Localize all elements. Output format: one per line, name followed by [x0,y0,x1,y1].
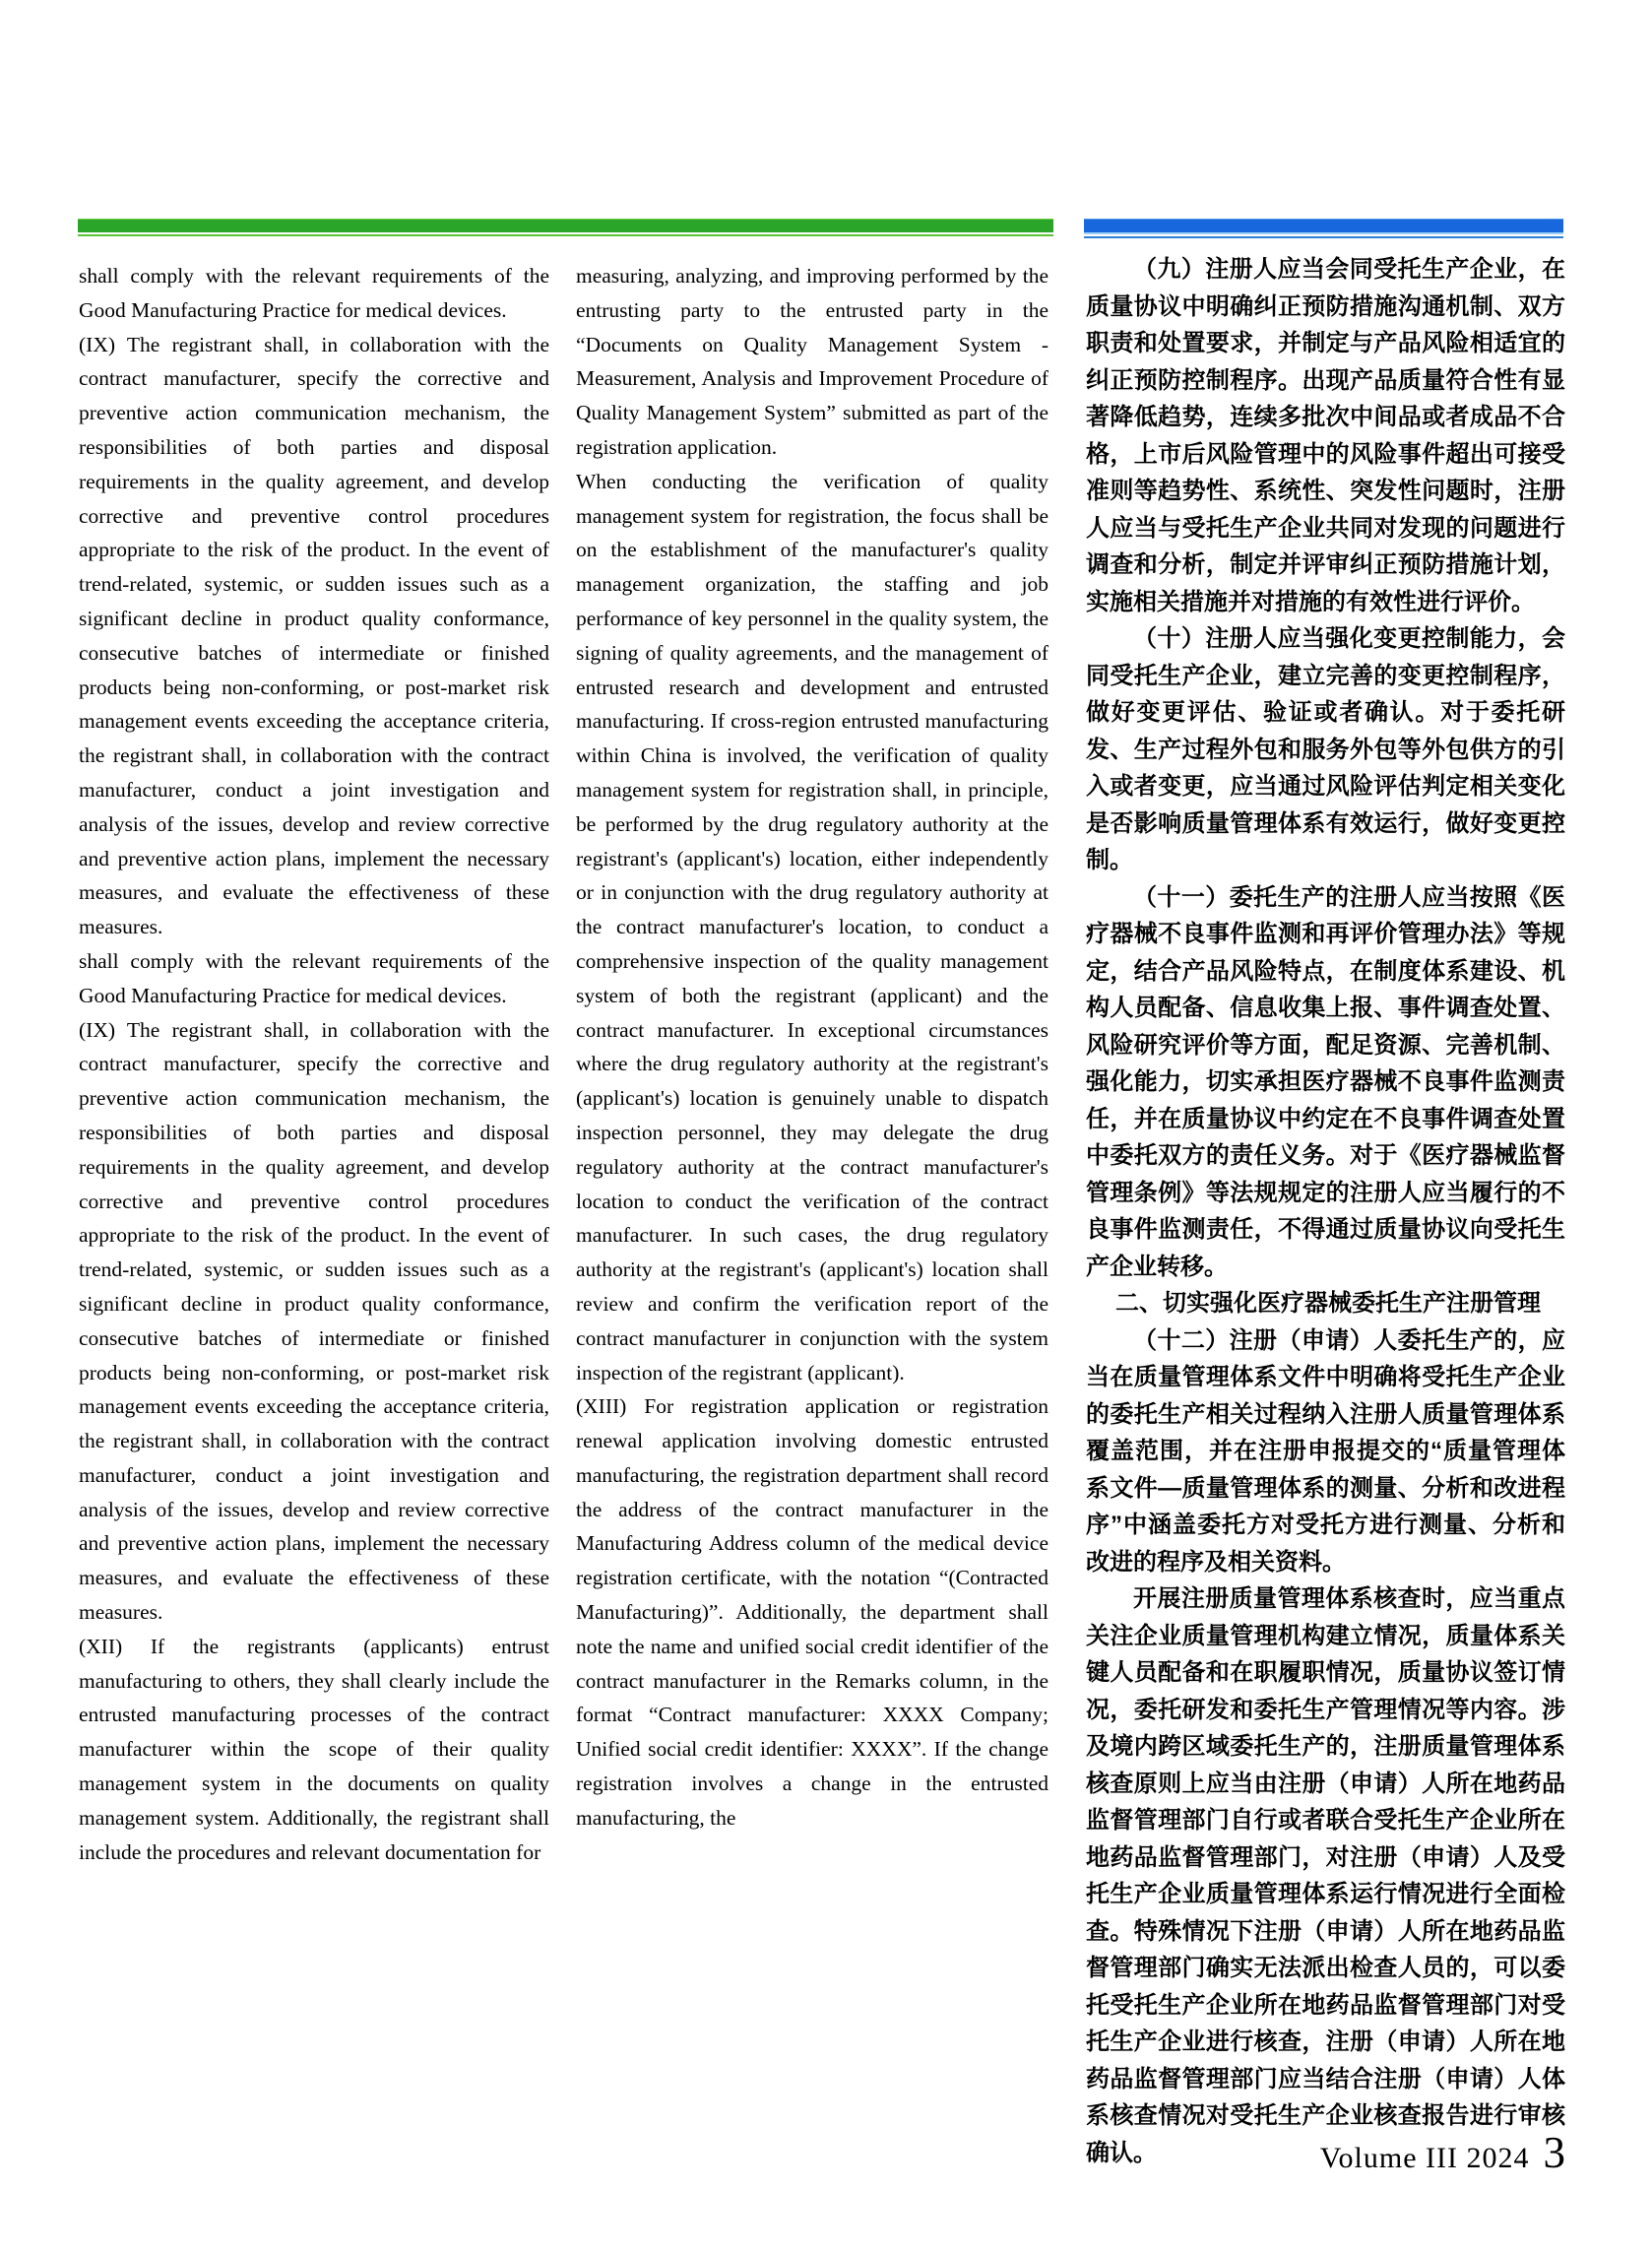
english-column-middle [576,259,1048,1835]
green-accent-bar-underline [78,234,1053,236]
paragraph-en: (IX) The registrant shall, in collaboration with the contract manufacturer, specify the corrective and preventive action communication mechanism, the responsibilities of both parties and disposal requirements in the quality agreement, and develop corrective and preventive control procedures appropriate to the risk of the product. In the event of trend-related, systemic, or sudden issues such as a significant decline in product quality conformance, consecutive batches of intermediate or finished products being non-conforming, or post-market risk management events exceeding the acceptance criteria, the registrant shall, in collaboration with the contract manufacturer, conduct a joint investigation and analysis of the issues, develop and review corrective and preventive action plans, implement the necessary measures, and evaluate the effectiveness of these measures. [79,1017,549,1625]
paragraph-en: When conducting the verification of quality management system for registration, the focus shall be on the establishment of the manufacturer's quality management organization, the staffing and job performance of key personnel in the quality system, the signing of quality agreements, and the management of entrusted research and development and entrusted manufacturing. If cross-region entrusted manufacturing within China is involved, the verification of quality management system for registration shall, in principle, be performed by the drug regulatory authority at the registrant's (applicant's) location, either independently or in conjunction with the drug regulatory authority at the contract manufacturer's location, to conduct a comprehensive inspection of the quality management system of both the registrant (applicant) and the contract manufacturer. In exceptional circumstances where the drug regulatory authority at the registrant's (applicant's) location is genuinely unable to dispatch inspection personnel, they may delegate the drug regulatory authority at the contract manufacturer's location to conduct the verification of the contract manufacturer. In such cases, the drug regulatory authority at the registrant's (applicant's) location shall review and confirm the verification report of the contract manufacturer in conjunction with the system inspection of the registrant (applicant). [576,469,1048,1385]
green-accent-bar-main [78,219,1053,232]
paragraph-zh: （十一）委托生产的注册人应当按照《医疗器械不良事件监测和再评价管理办法》等规定，结合产品风险特点，在制度体系建设、机构人员配备、信息收集上报、事件调查处置、风险研究评价等方面，配足资源、完善机制、强化能力，切实承担医疗器械不良事件监测责任，并在质量协议中约定在不良事件调查处置中委托双方的责任义务。对于《医疗器械监督管理条例》等法规规定的注册人应当履行的不良事件监测责任，不得通过质量协议向受托生产企业转移。 [1086,883,1565,1280]
paragraph-en: (IX) The registrant shall, in collaboration with the contract manufacturer, specify the corrective and preventive action communication mechanism, the responsibilities of both parties and disposal requirements in the quality agreement, and develop corrective and preventive control procedures appropriate to the risk of the product. In the event of trend-related, systemic, or sudden issues such as a significant decline in product quality conformance, consecutive batches of intermediate or finished products being non-conforming, or post-market risk management events exceeding the acceptance criteria, the registrant shall, in collaboration with the contract manufacturer, conduct a joint investigation and analysis of the issues, develop and review corrective and preventive action plans, implement the necessary measures, and evaluate the effectiveness of these measures. [79,332,549,939]
chinese-column [1086,251,1565,2171]
page-number: 3 [1543,2128,1565,2177]
paragraph-zh: 开展注册质量管理体系核查时，应当重点关注企业质量管理机构建立情况，质量体系关键人员配备和在职履职情况，质量协议签订情况，委托研发和委托生产管理情况等内容。涉及境内跨区域委托生产的，注册质量管理体系核查原则上应当由注册（申请）人所在地药品监督管理部门自行或者联合受托生产企业所在地药品监督管理部门，对注册（申请）人及受托生产企业质量管理体系运行情况进行全面检查。特殊情况下注册（申请）人所在地药品监督管理部门确实无法派出检查人员的，可以委托受托生产企业所在地药品监督管理部门对受托生产企业进行核查，注册（申请）人所在地药品监督管理部门应当结合注册（申请）人体系核查情况对受托生产企业核查报告进行审核确认。 [1086,1585,1565,2166]
paragraph-zh: （九）注册人应当会同受托生产企业，在质量协议中明确纠正预防措施沟通机制、双方职责和处置要求，并制定与产品风险相适宜的纠正预防控制程序。出现产品质量符合性有显著降低趋势，连续多批次中间品或者成品不合格，上市后风险管理中的风险事件超出可接受准则等趋势性、系统性、突发性问题时，注册人应当与受托生产企业共同对发现的问题进行调查和分析，制定并评审纠正预防措施计划，实施相关措施并对措施的有效性进行评价。 [1086,256,1565,615]
blue-accent-bar-main [1084,219,1563,234]
paragraph-zh: （十二）注册（申请）人委托生产的，应当在质量管理体系文件中明确将受托生产企业的委托生产相关过程纳入注册人质量管理体系覆盖范围，并在注册申报提交的“质量管理体系文件—质量管理体系的测量、分析和改进程序”中涵盖委托方对受托方进行测量、分析和改进的程序及相关资料。 [1086,1326,1565,1576]
paragraph-zh: （十）注册人应当强化变更控制能力，会同受托生产企业，建立完善的变更控制程序，做好变更评估、验证或者确认。对于委托研发、生产过程外包和服务外包等外包供方的引入或者变更，应当通过风险评估判定相关变化是否影响质量管理体系有效运行，做好变更控制。 [1086,625,1565,873]
english-column-left [79,259,549,1869]
paragraph-en: shall comply with the relevant requirements of the Good Manufacturing Practice for medical devices. [79,264,549,322]
blue-accent-bar [1084,219,1563,238]
paragraph-en: measuring, analyzing, and improving performed by the entrusting party to the entrusted party in the “Documents on Quality Management System - Measurement, Analysis and Improvement Procedure of Quality Management System” submitted as part of the registration application. [576,264,1048,459]
volume-label: Volume III 2024 [1319,2142,1530,2174]
paragraph-en: shall comply with the relevant requirements of the Good Manufacturing Practice for medical devices. [79,948,549,1007]
paragraph-en: (XIII) For registration application or registration renewal application involving domestic entrusted manufacturing, the registration department shall record the address of the contract manufacturer in the Manufacturing Address column of the medical device registration certificate, with the notation “(Contracted Manufacturing)”. Additionally, the department shall note the name and unified social credit identifier of the contract manufacturer in the Remarks column, in the format “Contract manufacturer: XXXX Company; Unified social credit identifier: XXXX”. If the change registration involves a change in the entrusted manufacturing, the [576,1394,1048,1830]
paragraph-en: (XII) If the registrants (applicants) entrust manufacturing to others, they shall clearly include the entrusted manufacturing processes of the contract manufacturer within the scope of their quality management system in the documents on quality management system. Additionally, the registrant shall include the procedures and relevant documentation for [79,1634,549,1864]
blue-accent-bar-underline [1084,236,1563,238]
page-footer [1086,2127,1565,2178]
section-heading-zh: 二、切实强化医疗器械委托生产注册管理 [1115,1290,1541,1317]
green-accent-bar [78,219,1053,236]
